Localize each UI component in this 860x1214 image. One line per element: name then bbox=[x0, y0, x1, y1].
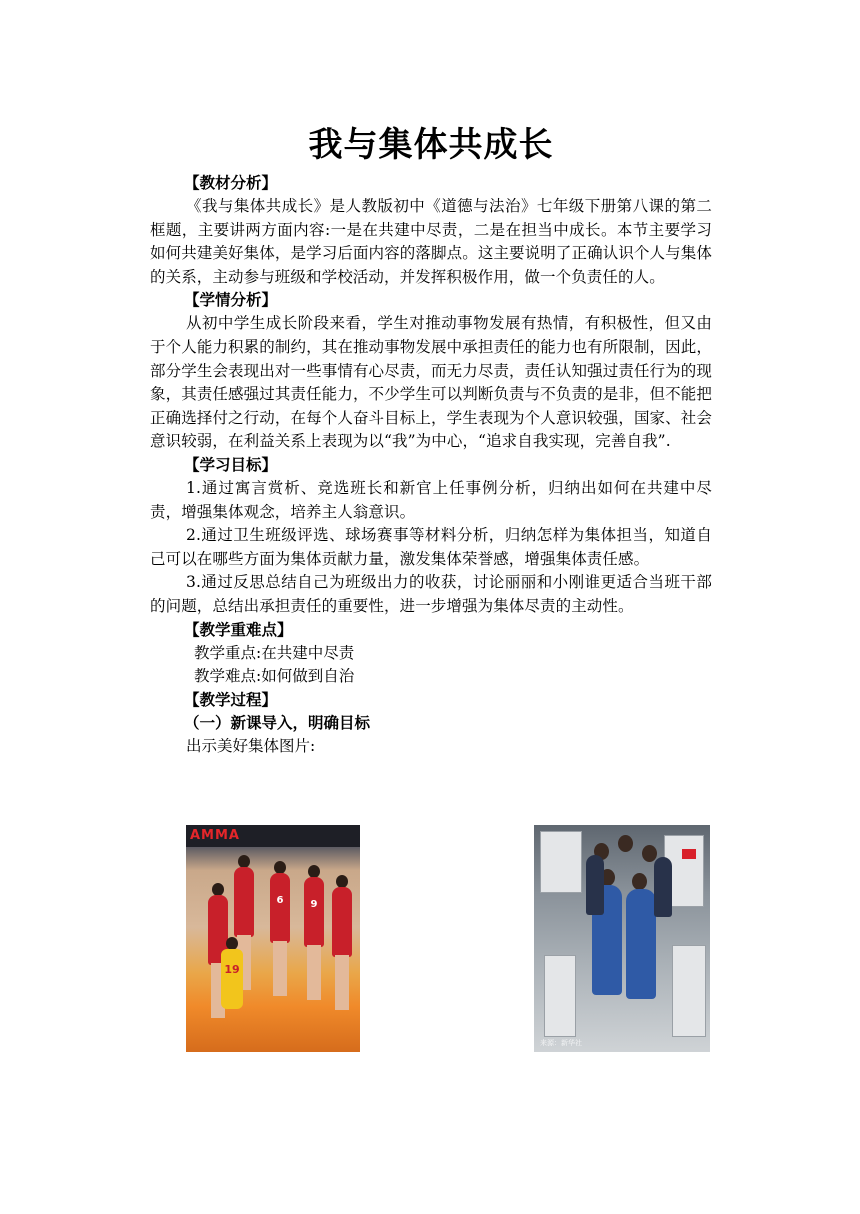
material-heading: 【教材分析】 bbox=[184, 174, 278, 192]
document-page bbox=[150, 118, 712, 758]
document-title: 我与集体共成长 bbox=[308, 125, 554, 165]
student-heading: 【学情分析】 bbox=[184, 291, 278, 310]
banner-text: AMMA bbox=[190, 828, 240, 843]
player-figure bbox=[234, 867, 254, 937]
station-panel bbox=[672, 945, 706, 1037]
goal-item-3: 3.通过反思总结自己为班级出力的收获，讨论丽丽和小刚谁更适合当班干部的问题，总结出承担责任的重要性，进一步增强为集体尽责的主动性。 bbox=[150, 573, 712, 615]
space-station-photo bbox=[534, 825, 710, 1052]
flag-icon bbox=[682, 849, 696, 859]
player-figure bbox=[332, 887, 352, 957]
teaching-difficulty: 教学难点:如何做到自治 bbox=[194, 667, 355, 686]
astronaut-figure bbox=[586, 855, 604, 915]
astronaut-figure bbox=[654, 857, 672, 917]
libero-figure bbox=[221, 949, 243, 1009]
player-leg bbox=[273, 941, 287, 996]
astronaut-head bbox=[642, 845, 657, 862]
jersey-number: 9 bbox=[310, 899, 318, 910]
volleyball-team-photo bbox=[186, 825, 360, 1052]
player-leg bbox=[335, 955, 349, 1010]
player-leg bbox=[307, 945, 321, 1000]
player-figure bbox=[270, 873, 290, 943]
jersey-number: 6 bbox=[276, 895, 284, 906]
process-subheading: （一）新课导入，明确目标 bbox=[184, 713, 371, 732]
collective-photos bbox=[0, 825, 860, 1053]
photo-caption: 来源：新华社 bbox=[540, 1039, 582, 1047]
astronaut-head bbox=[618, 835, 633, 852]
goal-item-2: 2.通过卫生班级评选、球场赛事等材料分析，归纳怎样为集体担当，知道自己可以在哪些方面为集体贡献力量，激发集体荣誉感，增强集体责任感。 bbox=[150, 526, 712, 568]
keypoints-heading: 【教学重难点】 bbox=[184, 620, 293, 639]
station-panel bbox=[540, 831, 582, 893]
student-text: 从初中学生成长阶段来看，学生对推动事物发展有热情，有积极性，但又由于个人能力积累的制约，其在推动事物发展中承担责任的能力也有所限制，因此，部分学生会表现出对一些事情有心尽责，而无力尽责，责任认知强过责任行为的现象，其责任感强过其责任能力，不少学生可以判断负责与不负责的是非，但不能把正确选择付之行动，在每个人奋斗目标上，学生表现为个人意识较强，国家、社会意识较弱，在利益关系上表现为以“我”为中心，“追求自我实现，完善自我”. bbox=[150, 314, 712, 451]
material-text: 《我与集体共成长》是人教版初中《道德与法治》七年级下册第八课的第二框题，主要讲两方面内容:一是在共建中尽责，二是在担当中成长。本节主要学习如何共建美好集体，是学习后面内容的落脚点。这主要说明了正确认识个人与集体的关系，主动参与班级和学校活动，并发挥积极作用，做一个负责任的人。 bbox=[150, 197, 712, 286]
station-panel bbox=[544, 955, 576, 1037]
process-heading: 【教学过程】 bbox=[184, 690, 278, 709]
arena-banner bbox=[186, 825, 360, 847]
astronaut-figure bbox=[626, 889, 656, 999]
astronaut-head bbox=[632, 873, 647, 890]
goal-item-1: 1.通过寓言赏析、竞选班长和新官上任事例分析，归纳出如何在共建中尽责，增强集体观念，培养主人翁意识。 bbox=[150, 478, 712, 521]
teaching-focus: 教学重点:在共建中尽责 bbox=[194, 643, 355, 662]
jersey-number: 19 bbox=[224, 963, 240, 976]
goals-heading: 【学习目标】 bbox=[184, 455, 278, 474]
player-figure bbox=[304, 877, 324, 947]
process-line: 出示美好集体图片: bbox=[186, 736, 316, 755]
